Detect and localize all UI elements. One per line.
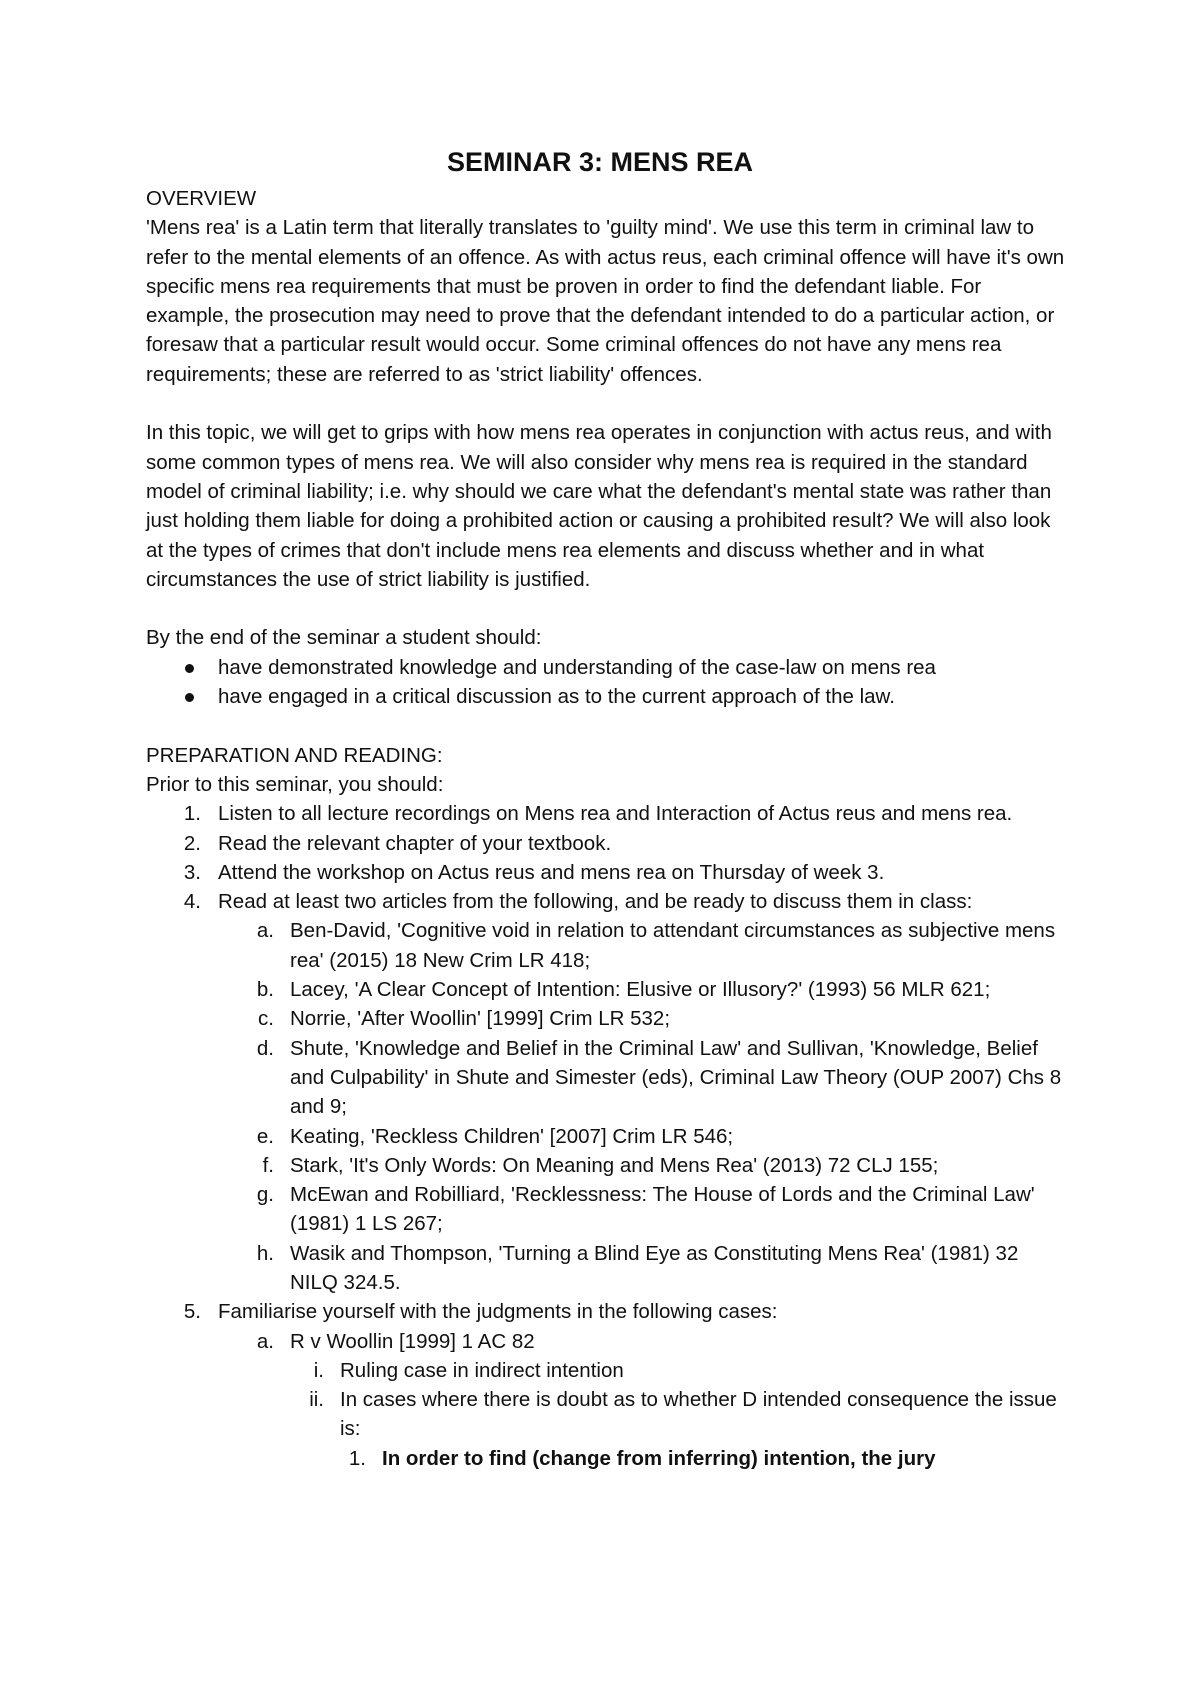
list-item-text: Listen to all lecture recordings on Mens rea and Interaction of Actus reus and mens rea. xyxy=(218,802,1013,826)
list-marker: 3. xyxy=(183,860,201,884)
overview-paragraph-2: In this topic, we will get to grips with how mens rea operates in conjunction with actus reus, and with some common types of mens rea. We will also consider why mens rea is required in the standard model of criminal liability; i.e. why should we care what the defendant's mental state was rather than just holding them liable for doing a prohibited action or causing a prohibited result? We will also look at the types of crimes that don't include mens rea elements and discuss whether and in what circumstances the use of strict liability is justified. xyxy=(146,421,1052,591)
list-item-text: Wasik and Thompson, 'Turning a Blind Eye as Constituting Mens Rea' (1981) 32 NILQ 324.5. xyxy=(290,1241,1019,1294)
list-item xyxy=(218,1327,1066,1473)
list-item: have demonstrated knowledge and understanding of the case-law on mens rea xyxy=(146,653,1066,682)
list-item xyxy=(290,1356,1066,1385)
list-item-text: In cases where there is doubt as to whether D intended consequence the issue is: xyxy=(340,1388,1057,1441)
list-item xyxy=(340,1444,1066,1473)
list-marker: f. xyxy=(262,1153,274,1177)
list-marker: a. xyxy=(256,919,274,943)
list-item-text: Attend the workshop on Actus reus and mens rea on Thursday of week 3. xyxy=(218,860,885,884)
list-marker: g. xyxy=(256,1183,274,1207)
list-marker: 1. xyxy=(183,802,201,826)
list-marker: 1. xyxy=(348,1446,366,1470)
articles-list xyxy=(218,916,1066,1297)
list-item-text: Read the relevant chapter of your textbook. xyxy=(218,831,612,855)
list-item xyxy=(218,975,1066,1004)
list-item-text: R v Woollin [1999] 1 AC 82 xyxy=(290,1329,535,1353)
list-item: have engaged in a critical discussion as to the current approach of the law. xyxy=(146,682,1066,711)
list-item xyxy=(146,1297,1066,1473)
list-marker: a. xyxy=(256,1329,274,1353)
list-item-text: Lacey, 'A Clear Concept of Intention: Elusive or Illusory?' (1993) 56 MLR 621; xyxy=(290,978,991,1002)
overview-heading: OVERVIEW xyxy=(146,187,257,210)
list-item xyxy=(218,1122,1066,1151)
list-marker: 5. xyxy=(183,1300,201,1324)
list-item-text: Familiarise yourself with the judgments in the following cases: xyxy=(218,1300,778,1324)
list-item-text: Keating, 'Reckless Children' [2007] Crim LR 546; xyxy=(290,1124,734,1148)
list-item xyxy=(218,1034,1066,1122)
preparation-intro: Prior to this seminar, you should: xyxy=(146,772,444,796)
list-item-text: Ruling case in indirect intention xyxy=(340,1358,624,1382)
preparation-list xyxy=(146,799,1066,1473)
list-item-text: Ben-David, 'Cognitive void in relation to attendant circumstances as subjective mens rea' (2015) 18 New Crim LR 418; xyxy=(290,919,1056,972)
preparation-heading: PREPARATION AND READING: xyxy=(146,743,443,767)
list-item-text: Read at least two articles from the following, and be ready to discuss them in class: xyxy=(218,890,973,914)
list-marker: b. xyxy=(256,978,274,1002)
list-item xyxy=(218,1004,1066,1033)
list-item-text: Shute, 'Knowledge and Belief in the Criminal Law' and Sullivan, 'Knowledge, Belief and Culpability' in Shute and Simester (eds), Criminal Law Theory (OUP 2007) Chs 8 and 9; xyxy=(290,1036,1062,1119)
list-marker: e. xyxy=(256,1124,274,1148)
list-item xyxy=(218,1180,1066,1239)
list-item xyxy=(218,1151,1066,1180)
list-item-text: Norrie, 'After Woollin' [1999] Crim LR 532; xyxy=(290,1007,671,1031)
list-item-text: McEwan and Robilliard, 'Recklessness: The House of Lords and the Criminal Law' (1981) 1 LS 267; xyxy=(290,1183,1035,1236)
spacer xyxy=(146,389,1066,418)
list-item xyxy=(218,1239,1066,1298)
list-item xyxy=(218,916,1066,975)
overview-paragraph-1: 'Mens rea' is a Latin term that literally translates to 'guilty mind'. We use this term in criminal law to refer to the mental elements of an offence. As with actus reus, each criminal offence will have it's own specific mens rea requirements that must be proven in order to find the defendant liable. For example, the prosecution may need to prove that the defendant intended to do a particular action, or foresaw that a particular result would occur. Some criminal offences do not have any mens rea requirements; these are referred to as 'strict liability' offences. xyxy=(146,216,1065,386)
list-marker: i. xyxy=(313,1358,324,1382)
outcomes-intro: By the end of the seminar a student should: xyxy=(146,626,542,650)
spacer xyxy=(146,594,1066,623)
outcomes-list xyxy=(146,653,1066,712)
list-item xyxy=(146,887,1066,1297)
list-marker: ii. xyxy=(309,1388,324,1412)
document-body xyxy=(146,184,1066,1473)
page-title: SEMINAR 3: MENS REA xyxy=(446,147,754,177)
list-item xyxy=(146,858,1066,887)
list-marker: 2. xyxy=(183,831,201,855)
case-points-list xyxy=(290,1356,1066,1473)
list-item-text: In order to find (change from inferring) intention, the jury xyxy=(382,1446,936,1470)
issue-points-list xyxy=(340,1444,1066,1473)
list-item xyxy=(146,829,1066,858)
spacer xyxy=(146,711,1066,740)
list-marker: d. xyxy=(256,1036,274,1060)
list-marker: 4. xyxy=(183,890,201,914)
list-item xyxy=(146,799,1066,828)
list-item-text: Stark, 'It's Only Words: On Meaning and Mens Rea' (2013) 72 CLJ 155; xyxy=(290,1153,939,1177)
list-item xyxy=(290,1385,1066,1473)
cases-list xyxy=(218,1327,1066,1473)
list-marker: h. xyxy=(256,1241,274,1265)
list-marker: c. xyxy=(258,1007,274,1031)
